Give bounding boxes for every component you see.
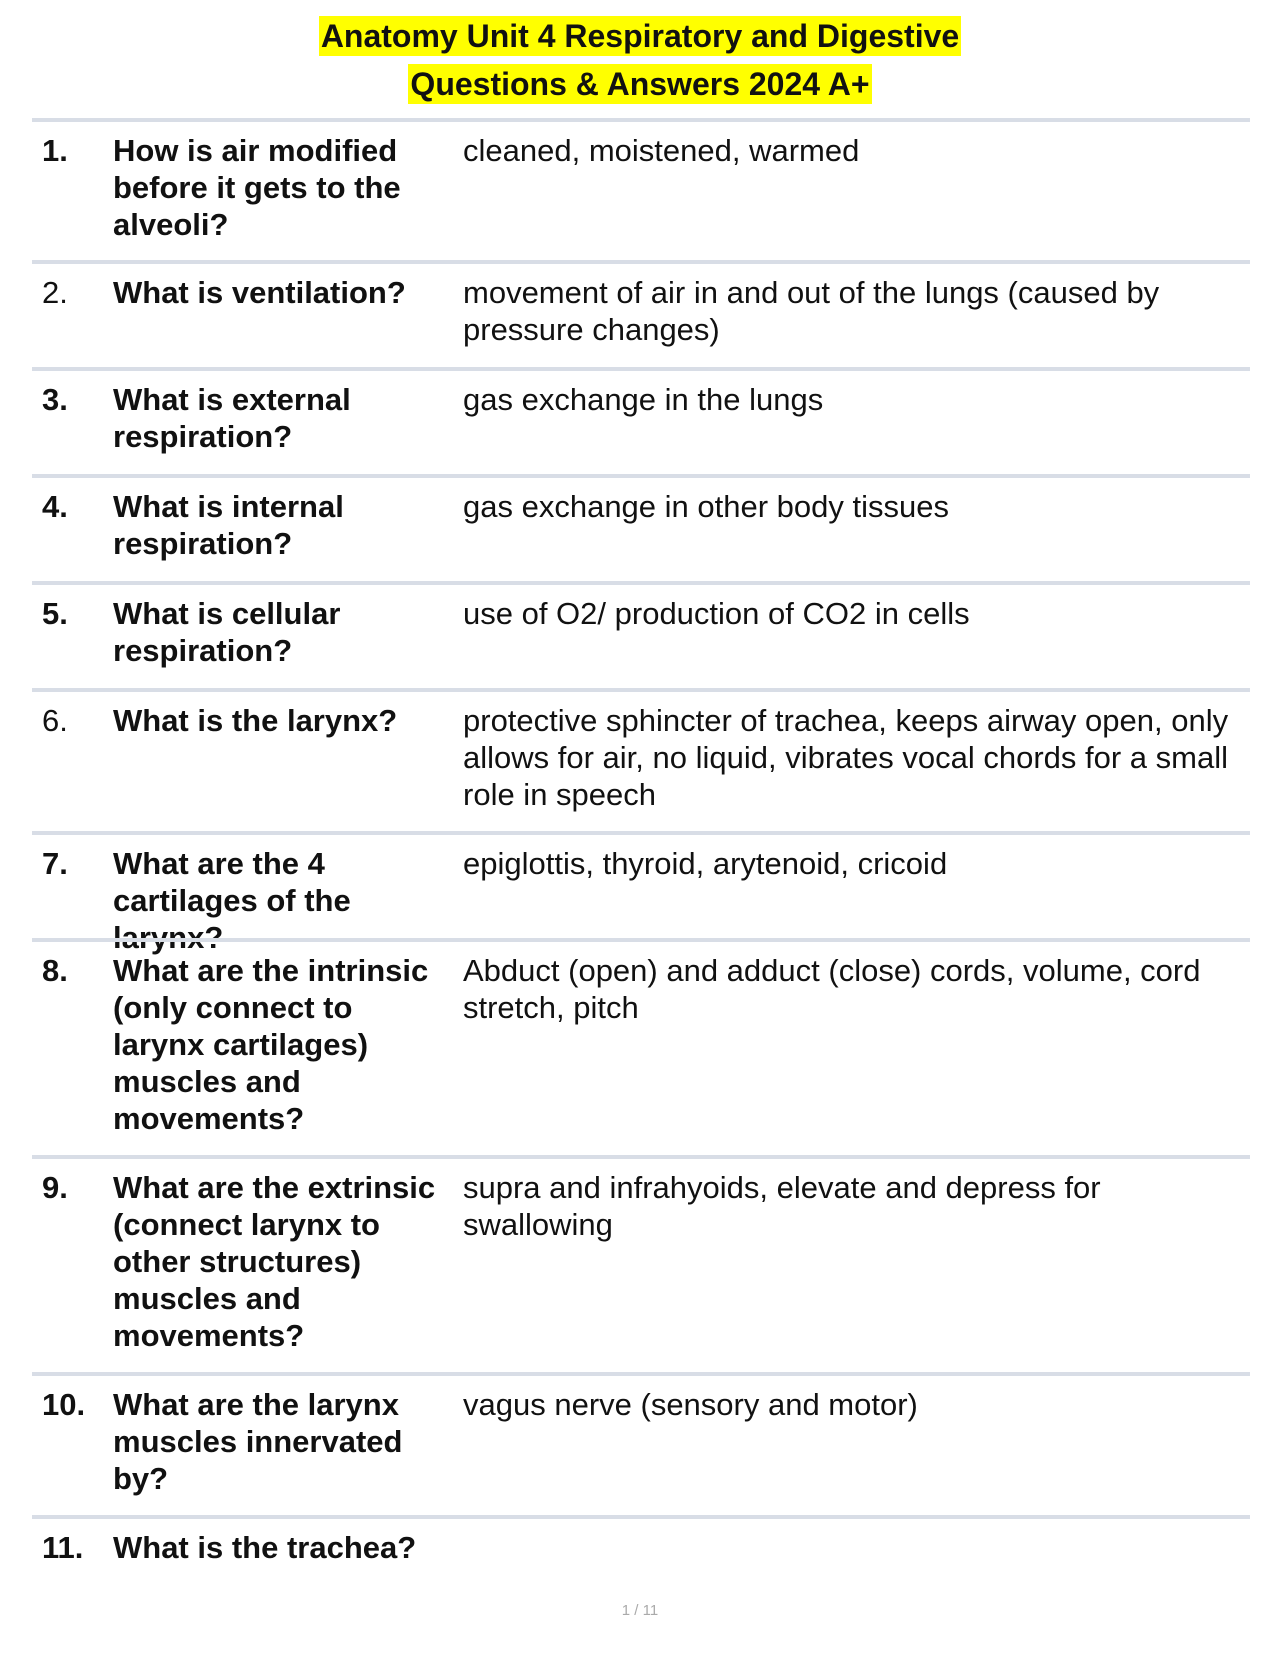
question-text: How is air modified before it gets to the alveoli? bbox=[113, 133, 401, 242]
answer-text: use of O2/ production of CO2 in cells bbox=[463, 596, 970, 631]
answer-text: supra and infrahyoids, elevate and depress for swallowing bbox=[463, 1170, 1101, 1242]
qa-list bbox=[32, 118, 1250, 1585]
item-number: 5. bbox=[42, 596, 68, 631]
answer-text: vagus nerve (sensory and motor) bbox=[463, 1387, 918, 1422]
answer-text: cleaned, moistened, warmed bbox=[463, 133, 860, 168]
question-text: What are the 4 cartilages of the larynx? bbox=[113, 846, 351, 955]
qa-item-9 bbox=[32, 1155, 1250, 1372]
item-number: 1. bbox=[42, 133, 68, 168]
qa-item-10 bbox=[32, 1372, 1250, 1515]
item-number: 8. bbox=[42, 953, 68, 988]
title-line-1: Anatomy Unit 4 Respiratory and Digestive bbox=[320, 18, 960, 54]
qa-item-3 bbox=[32, 367, 1250, 474]
item-number: 9. bbox=[42, 1170, 68, 1205]
item-number: 7. bbox=[42, 846, 68, 881]
item-number: 10. bbox=[42, 1387, 86, 1422]
question-text: What is external respiration? bbox=[113, 382, 351, 454]
qa-item-11 bbox=[32, 1515, 1250, 1585]
item-number: 3. bbox=[42, 382, 68, 417]
qa-item-4 bbox=[32, 474, 1250, 581]
question-text: What is cellular respiration? bbox=[113, 596, 341, 668]
page-number: 1 / 11 bbox=[621, 1602, 659, 1619]
question-text: What are the intrinsic (only connect to larynx cartilages) muscles and movements? bbox=[113, 953, 429, 1136]
item-number: 4. bbox=[42, 489, 68, 524]
qa-item-5 bbox=[32, 581, 1250, 688]
title-line-2: Questions & Answers 2024 A+ bbox=[410, 66, 870, 102]
question-text: What are the larynx muscles innervated by? bbox=[113, 1387, 403, 1496]
answer-text: movement of air in and out of the lungs (caused by pressure changes) bbox=[463, 275, 1160, 347]
question-text: What is internal respiration? bbox=[113, 489, 344, 561]
item-number: 2. bbox=[42, 275, 68, 310]
question-text: What are the extrinsic (connect larynx to other structures) muscles and movements? bbox=[113, 1170, 436, 1353]
question-text: What is ventilation? bbox=[113, 275, 406, 310]
qa-item-7 bbox=[32, 831, 1250, 955]
qa-item-6 bbox=[32, 688, 1250, 831]
question-text: What is the trachea? bbox=[113, 1530, 417, 1565]
qa-item-8 bbox=[32, 938, 1250, 1155]
qa-item-2 bbox=[32, 260, 1250, 367]
document-title bbox=[0, 16, 1280, 112]
item-number: 11. bbox=[42, 1530, 84, 1565]
question-text: What is the larynx? bbox=[113, 703, 398, 738]
item-number: 6. bbox=[42, 703, 68, 738]
answer-text: protective sphincter of trachea, keeps airway open, only allows for air, no liquid, vibrates vocal chords for a small role in speech bbox=[463, 703, 1229, 812]
answer-text: epiglottis, thyroid, arytenoid, cricoid bbox=[463, 846, 948, 881]
answer-text: gas exchange in other body tissues bbox=[463, 489, 949, 524]
answer-text: Abduct (open) and adduct (close) cords, volume, cord stretch, pitch bbox=[463, 953, 1201, 1025]
qa-item-1 bbox=[32, 118, 1250, 260]
answer-text: gas exchange in the lungs bbox=[463, 382, 824, 417]
